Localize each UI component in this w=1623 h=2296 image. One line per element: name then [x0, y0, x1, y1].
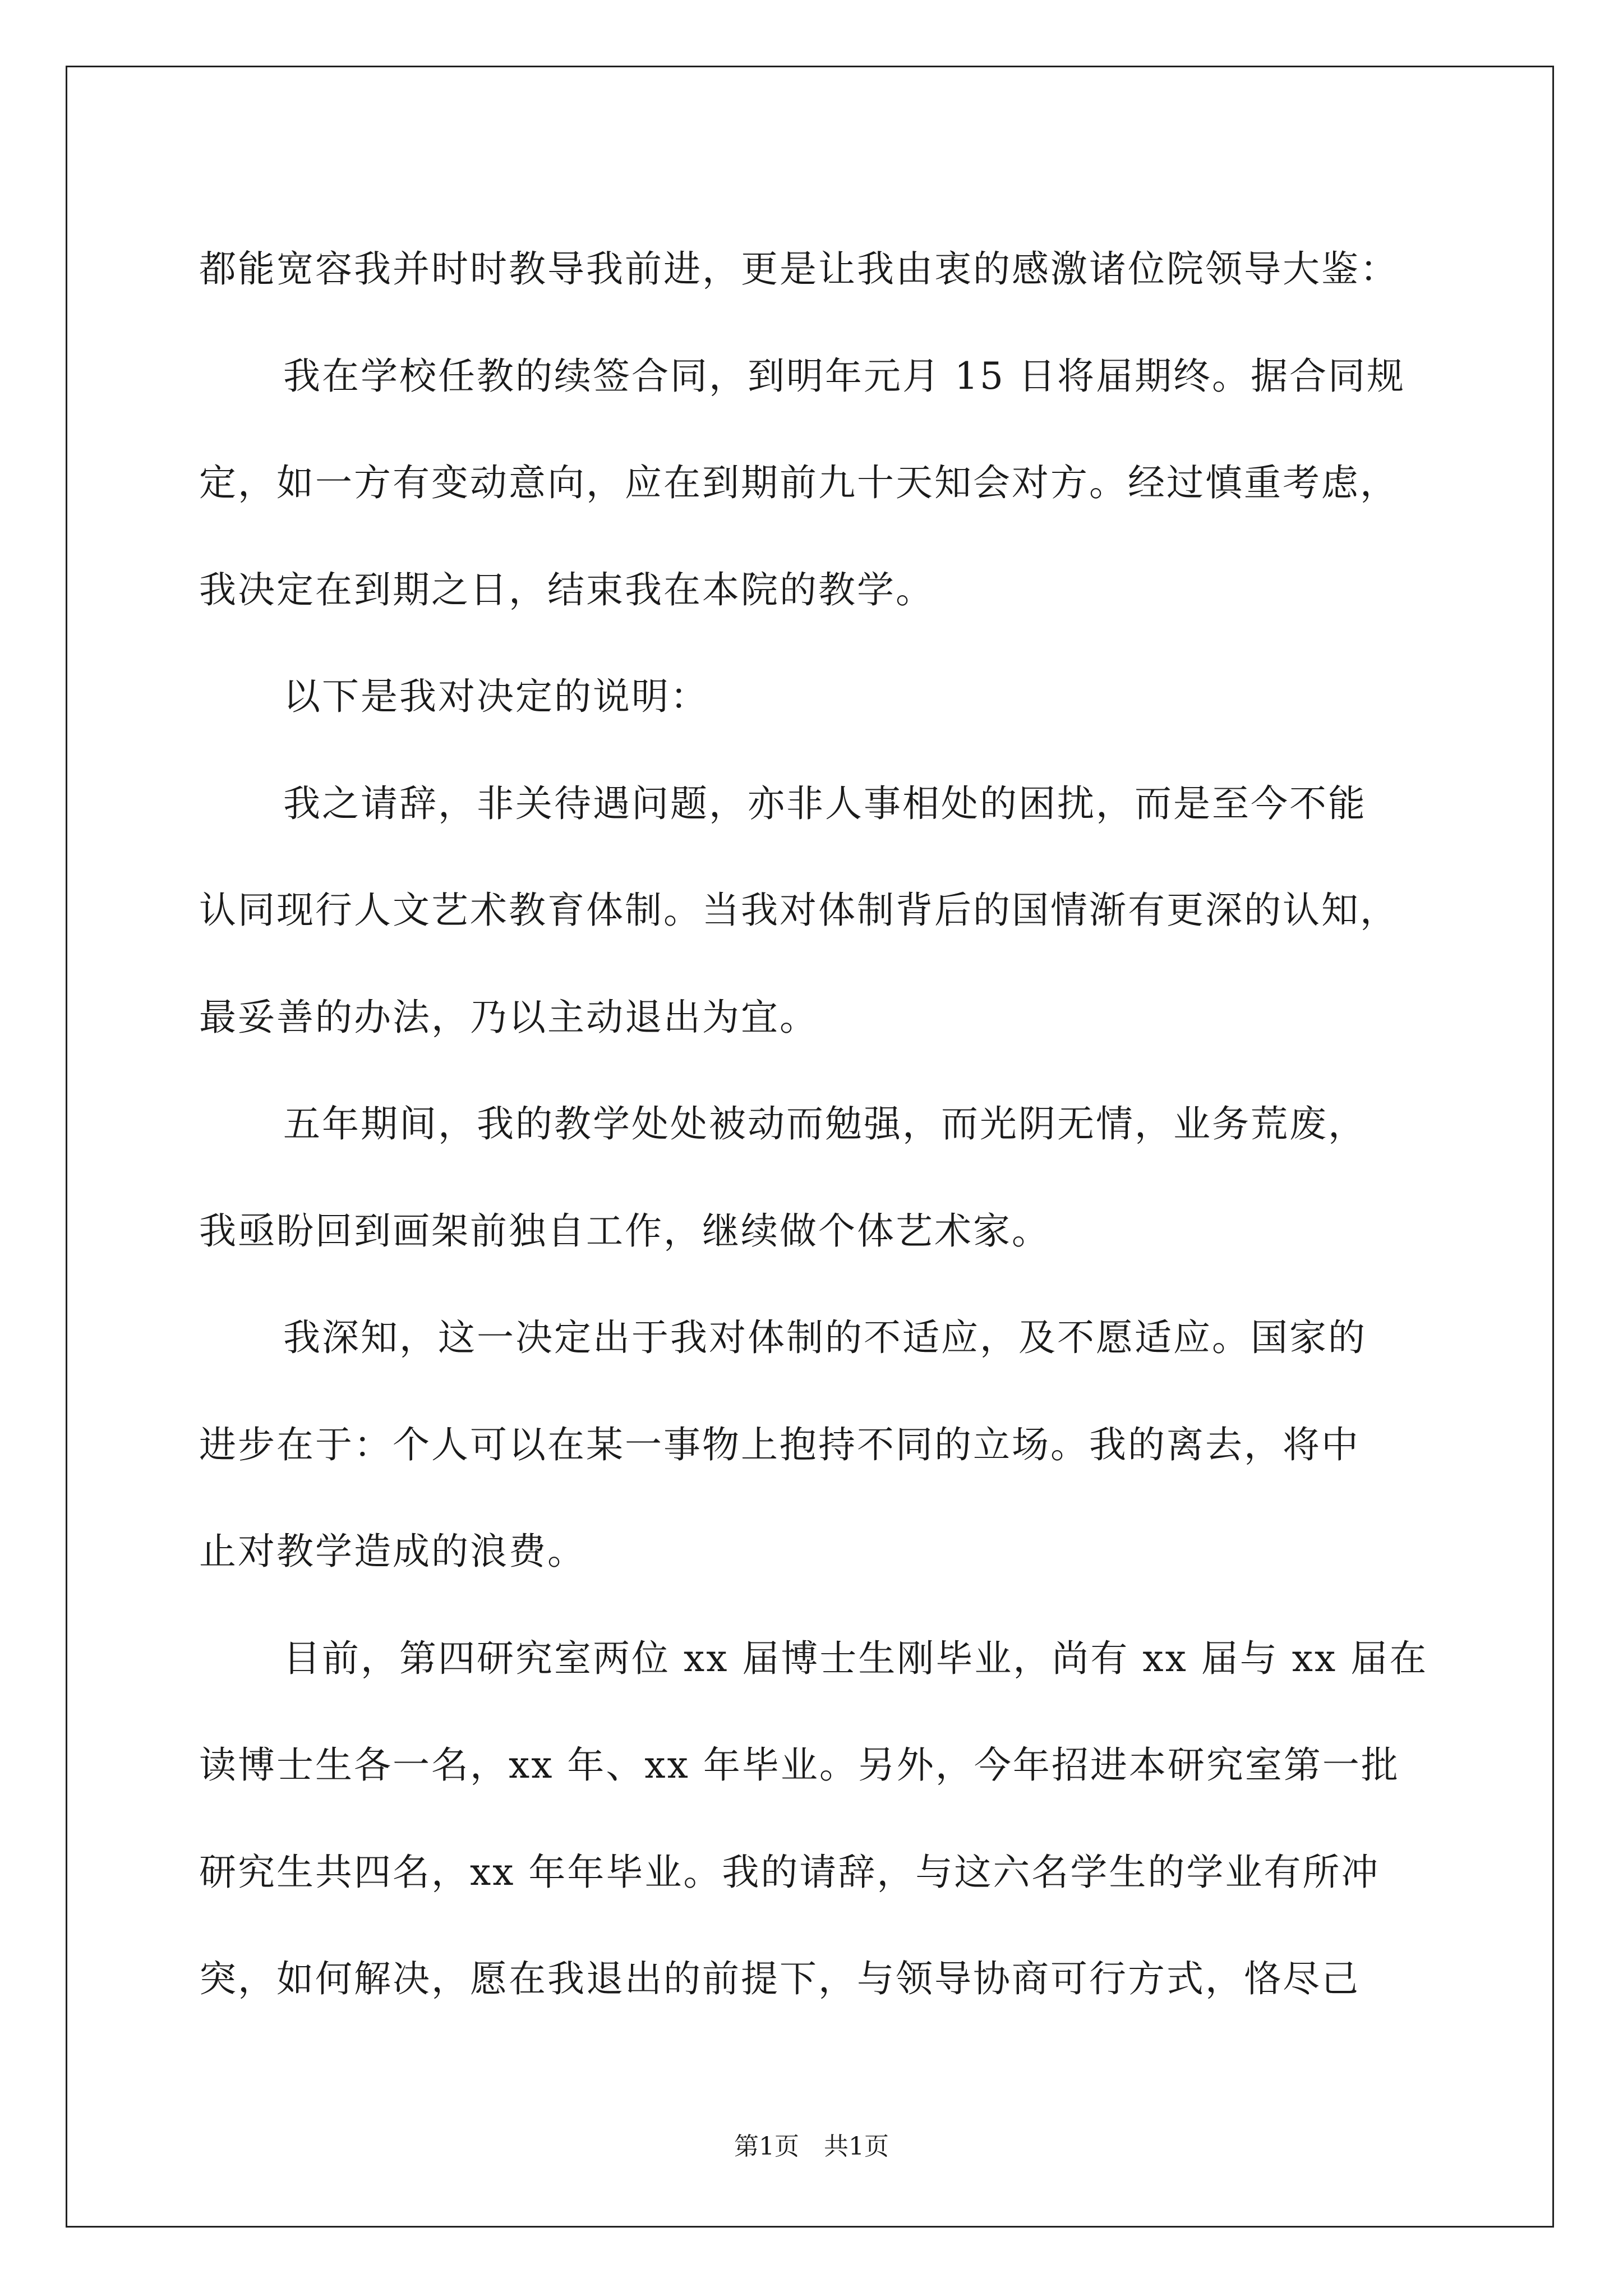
text-line: 以下是我对决定的说明：: [283, 675, 709, 718]
text-line: 五年期间，我的教学处处被动而勉强，而光阴无情，业务荒废，: [283, 1102, 1367, 1145]
text-line: 突，如何解决，愿在我退出的前提下，与领导协商可行方式，恪尽己: [199, 1957, 1360, 2000]
text-line: 我深知，这一决定出于我对体制的不适应，及不愿适应。国家的: [283, 1316, 1367, 1359]
text-line: 读博士生各一名，xx 年、xx 年毕业。另外，今年招进本研究室第一批: [199, 1743, 1400, 1787]
text-line: 我之请辞，非关待遇问题，亦非人事相处的困扰，而是至今不能: [283, 781, 1367, 825]
document-body: [199, 216, 1427, 2033]
page-footer: [0, 2126, 1623, 2162]
text-line: 止对教学造成的浪费。: [199, 1530, 586, 1573]
text-line: 研究生共四名，xx 年年毕业。我的请辞，与这六名学生的学业有所冲: [199, 1850, 1380, 1894]
text-line: 定，如一方有变动意向，应在到期前九十天知会对方。经过慎重考虑，: [199, 461, 1399, 504]
text-line: 我决定在到期之日，结束我在本院的教学。: [199, 568, 934, 611]
page-number: 第1页: [734, 2132, 799, 2161]
text-line: 都能宽容我并时时教导我前进，更是让我由衷的感激诸位院领导大鉴：: [199, 247, 1399, 291]
text-line: 最妥善的办法，乃以主动退出为宜。: [199, 995, 818, 1039]
text-line: 我在学校任教的续签合同，到明年元月 15 日将届期终。据合同规: [283, 354, 1405, 398]
text-line: 进步在于：个人可以在某一事物上抱持不同的立场。我的离去，将中: [199, 1423, 1360, 1466]
text-line: 我亟盼回到画架前独自工作，继续做个体艺术家。: [199, 1209, 1050, 1253]
text-line: 目前，第四研究室两位 xx 届博士生刚毕业，尚有 xx 届与 xx 届在: [283, 1636, 1428, 1680]
text-line: 认同现行人文艺术教育体制。当我对体制背后的国情渐有更深的认知，: [199, 889, 1399, 932]
page-count: 共1页: [824, 2132, 889, 2161]
